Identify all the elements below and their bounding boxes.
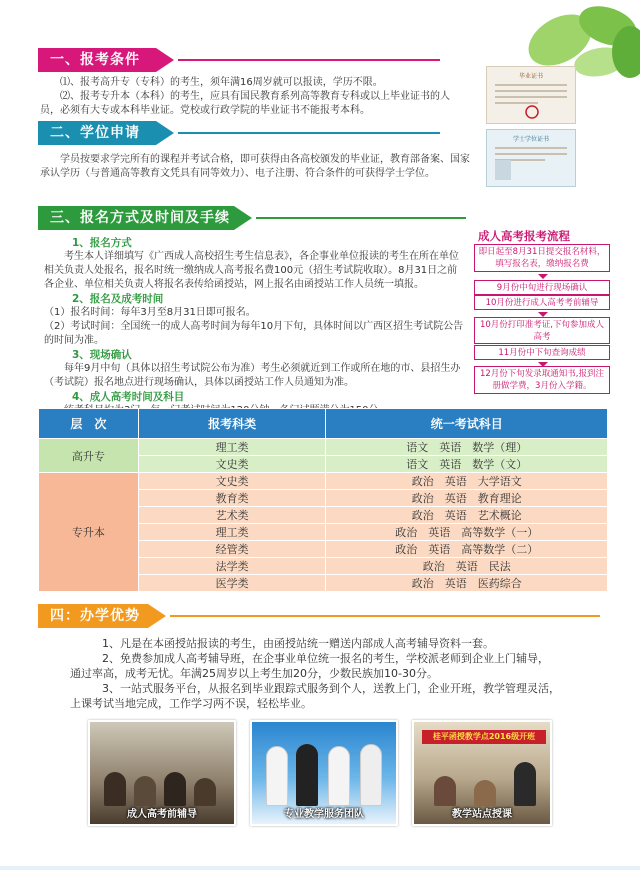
flow-step: 11月份中下旬查询成绩: [474, 345, 610, 360]
photo-placeholder: [495, 160, 511, 180]
divider: [170, 615, 600, 617]
header-subjects: 统一考试科目: [326, 409, 608, 439]
level-cell: 高升专: [39, 439, 139, 473]
category-cell: 文史类: [138, 473, 326, 490]
subjects-cell: 政治 英语 高等数学（一）: [326, 524, 608, 541]
degree-certificate-image: [486, 129, 576, 187]
section-heading-degree: 二、学位申请: [38, 121, 156, 145]
category-cell: 文史类: [138, 456, 326, 473]
category-cell: 医学类: [138, 575, 326, 592]
category-cell: 理工类: [138, 439, 326, 456]
flow-step: 10月份打印准考证,下旬参加成人高考: [474, 317, 610, 344]
flow-title: 成人高考报考流程: [478, 229, 570, 243]
section-heading-enroll: 三、报名方式及时间及手续: [38, 206, 234, 230]
level-cell: 专升本: [39, 473, 139, 592]
enroll-subheading: 4、成人高考时间及科目: [72, 391, 185, 403]
subjects-cell: 政治 英语 艺术概论: [326, 507, 608, 524]
degree-text: 学员按要求学完所有的课程并考试合格，即可获得由各高校颁发的毕业证，教育部备案、国家承认学历（与普通高等教育文凭具有同等效力）、电子注册、符合条件的可获得学士学位。: [40, 154, 470, 179]
diploma-title: 毕业证书: [518, 73, 543, 80]
degree-cert-title: 学士学位证书: [512, 136, 549, 143]
table-row: [39, 473, 608, 490]
exam-subjects-table: [38, 408, 608, 592]
seal-icon: [525, 105, 539, 119]
category-cell: 法学类: [138, 558, 326, 575]
advantage-item: 2、免费参加成人高考辅导班，在企事业单位统一报名的考生，学校派老师到企业上门辅导，: [102, 652, 549, 665]
section-heading-advantages: 四：办学优势: [38, 604, 148, 628]
enroll-paragraph: 考生本人详细填写《广西成人高校招生考生信息表》，各企事业单位报读的考生在所在单位相关负责人处报名，报名时统一缴纳成人高考报名费100元（招生考试院收取）。8月31日之前各企业、单位相关负责人将报名表传给函授站，网上报名由函授站工作人员统一填报。: [44, 251, 459, 290]
subjects-cell: 语文 英语 数学（理）: [326, 439, 608, 456]
diploma-image: [486, 66, 576, 124]
enroll-text: [44, 236, 464, 418]
conditions-text: [40, 76, 460, 118]
subjects-cell: 语文 英语 数学（文）: [326, 456, 608, 473]
table-row: [39, 439, 608, 456]
photo-classroom: [88, 720, 236, 826]
condition-item: ⑵、报考专升本（本科）的考生，应具有国民教育系列高等教育专科或以上毕业证书的人员，必须有大专或本科毕业证。党校或行政学院的毕业证书不能报考本科。: [40, 91, 450, 116]
flow-step: 即日起至8月31日提交报名材料，填写报名表，缴纳报名费: [474, 244, 610, 272]
enroll-subheading: 3、现场确认: [72, 349, 132, 361]
enroll-paragraph: （2）考试时间：全国统一的成人高考时间为每年10月下旬，具体时间以广西区招生考试院公告的时间为准。: [44, 321, 464, 346]
enroll-paragraph: （1）报名时间：每年3月至8月31日即可报名。: [44, 307, 256, 318]
advantages-text: [70, 636, 600, 711]
photo-team: [250, 720, 398, 826]
category-cell: 经管类: [138, 541, 326, 558]
photo-banner: 桂平函授教学点2016级开班: [422, 730, 546, 744]
enroll-subheading: 2、报名及成考时间: [72, 293, 164, 305]
advantage-item: 3、一站式服务平台，从报名到毕业跟踪式服务到个人，送教上门，企业开班，教学管理灵活，: [102, 682, 560, 695]
advantage-item: 通过率高，成考无忧。年满25周岁以上考生加20分，少数民族加10-30分。: [70, 667, 438, 680]
section-heading-conditions: 一、报考条件: [38, 48, 156, 72]
flow-arrow-icon: [538, 274, 548, 279]
subjects-cell: 政治 英语 民法: [326, 558, 608, 575]
category-cell: 艺术类: [138, 507, 326, 524]
flow-step: 12月份下旬发录取通知书,报到注册做学费，3月份入学籍。: [474, 366, 610, 394]
header-category: 报考科类: [138, 409, 326, 439]
photo-caption: 教学站点授课: [452, 809, 512, 820]
divider: [178, 132, 440, 134]
subjects-cell: 政治 英语 大学语文: [326, 473, 608, 490]
enroll-subheading: 1、报名方式: [72, 237, 132, 249]
subjects-cell: 政治 英语 高等数学（二）: [326, 541, 608, 558]
photo-site-lecture: [412, 720, 552, 826]
category-cell: 理工类: [138, 524, 326, 541]
photo-caption: 专业教学服务团队: [284, 809, 364, 820]
divider: [256, 217, 466, 219]
subjects-cell: 政治 英语 医药综合: [326, 575, 608, 592]
photo-caption: 成人高考前辅导: [127, 809, 197, 820]
flow-step: 10月份进行成人高考考前辅导: [474, 295, 610, 310]
footer-band: [0, 866, 640, 870]
header-level: 层 次: [39, 409, 139, 439]
advantage-item: 上课考试当地完成，工作学习两不误，轻松毕业。: [70, 697, 312, 710]
flow-step: 9月份中旬进行现场确认: [474, 280, 610, 295]
condition-item: ⑴、报考高升专（专科）的考生，须年满16周岁就可以报读，学历不限。: [60, 77, 383, 88]
subjects-cell: 政治 英语 教育理论: [326, 490, 608, 507]
divider: [178, 59, 440, 61]
enroll-paragraph: 每年9月中旬（具体以招生考试院公布为准）考生必须就近到工作或所在地的市、县招生办（考试院）报名地点进行现场确认，具体以函授站工作人员通知为准。: [44, 363, 461, 388]
advantage-item: 1、凡是在本函授站报读的考生，由函授站统一赠送内部成人高考辅导资料一套。: [102, 637, 494, 650]
category-cell: 教育类: [138, 490, 326, 507]
